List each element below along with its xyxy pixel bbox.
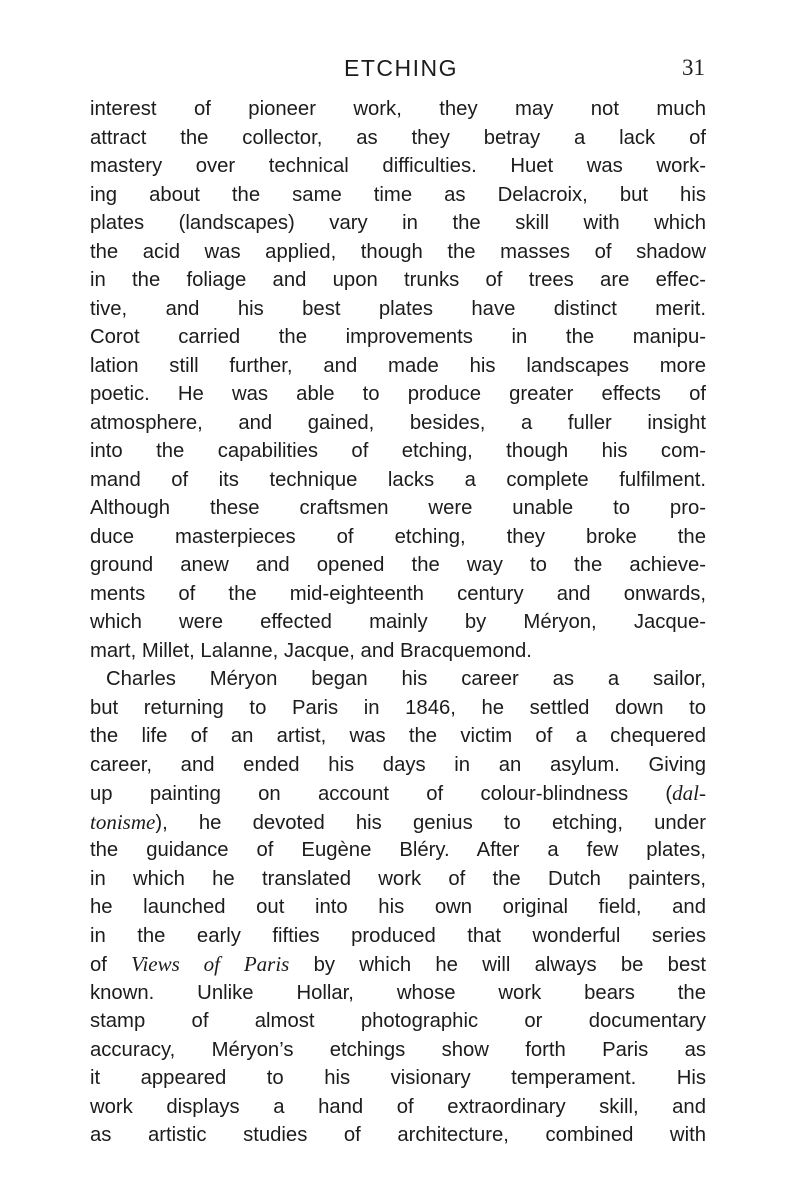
text-run: up painting on account of colour-blindness ( — [90, 783, 673, 805]
text-line: mand of its technique lacks a complete fulfilment. — [90, 468, 706, 491]
text-line: but returning to Paris in 1846, he settled down to — [90, 696, 706, 719]
text-line: in the early fifties produced that wonderful series — [90, 924, 706, 947]
text-line-with-italic — [90, 950, 706, 979]
text-line: known. Unlike Hollar, whose work bears the — [90, 981, 706, 1004]
text-run: ), he devoted his genius to etching, under — [155, 811, 706, 834]
text-run: of — [90, 954, 132, 976]
text-line: Corot carried the improvements in the manipu- — [90, 326, 706, 348]
text-line: the acid was applied, though the masses of shadow — [90, 240, 706, 263]
text-line: career, and ended his days in an asylum. Giving — [90, 753, 706, 776]
text-line: in the foliage and upon trunks of trees are effec- — [90, 269, 706, 291]
text-line: in which he translated work of the Dutch painters, — [90, 867, 706, 890]
text-line: as artistic studies of architecture, combined with — [90, 1124, 706, 1146]
text-line: duce masterpieces of etching, they broke the — [90, 525, 706, 548]
italic-title: Views of Paris — [131, 952, 290, 976]
text-line: Charles Méryon began his career as a sailor, — [106, 668, 706, 690]
text-line: work displays a hand of extraordinary skill, and — [90, 1095, 706, 1118]
text-line: tive, and his best plates have distinct merit. — [90, 297, 706, 320]
text-line: he launched out into his own original field, and — [90, 896, 706, 918]
page-number: 31 — [682, 55, 705, 80]
text-line: plates (landscapes) vary in the skill with which — [90, 212, 706, 234]
text-line-with-italic — [90, 808, 706, 837]
text-line: ground anew and opened the way to the achieve- — [90, 554, 706, 576]
italic-term: tonisme — [90, 809, 156, 834]
text-line: mart, Millet, Lalanne, Jacque, and Bracquemond. — [90, 639, 532, 662]
body-text — [90, 95, 706, 1150]
text-line: which were effected mainly by Méryon, Jacque- — [90, 611, 706, 633]
text-line: ing about the same time as Delacroix, but his — [90, 183, 706, 206]
text-line: Although these craftsmen were unable to pro- — [90, 497, 706, 519]
text-line: the guidance of Eugène Bléry. After a few plates, — [90, 839, 706, 861]
text-line-with-italic — [90, 779, 706, 808]
text-line: lation still further, and made his landscapes more — [90, 354, 706, 377]
italic-term: dal- — [672, 781, 706, 805]
text-line: interest of pioneer work, they may not much — [90, 98, 706, 120]
text-line: into the capabilities of etching, though his com- — [90, 440, 706, 462]
text-line: attract the collector, as they betray a lack of — [90, 126, 706, 149]
text-line: poetic. He was able to produce greater effects of — [90, 383, 706, 405]
text-line: accuracy, Méryon’s etchings show forth Paris as — [90, 1038, 706, 1061]
text-line: stamp of almost photographic or documentary — [90, 1010, 706, 1032]
text-line: ments of the mid-eighteenth century and onwards, — [90, 582, 706, 605]
text-line: the life of an artist, was the victim of a chequered — [90, 725, 706, 747]
text-line: it appeared to his visionary temperament. His — [90, 1067, 706, 1089]
running-head-title: ETCHING — [344, 55, 458, 81]
text-run: by which he will always be best — [289, 954, 706, 976]
text-line: mastery over technical difficulties. Huet was work- — [90, 155, 706, 177]
text-line: atmosphere, and gained, besides, a fuller insight — [90, 411, 706, 434]
